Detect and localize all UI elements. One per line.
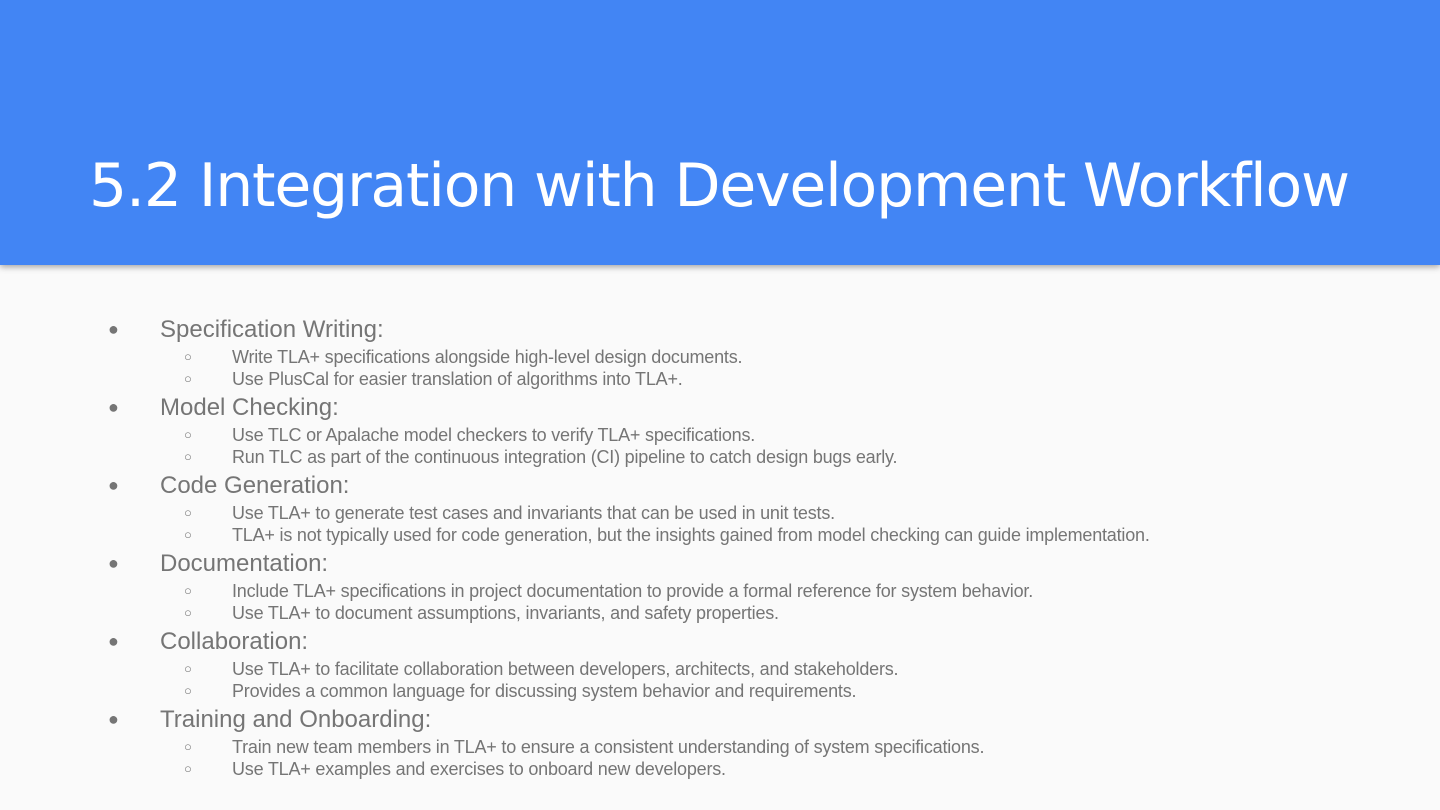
section-code-generation <box>0 469 1440 546</box>
hollow-circle-bullet-icon: ○ <box>184 527 192 542</box>
hollow-circle-bullet-icon: ○ <box>184 739 192 754</box>
main-bullet-item <box>0 547 1440 580</box>
sub-bullet-text: Use TLA+ to document assumptions, invariants, and safety properties. <box>232 603 779 623</box>
main-bullet-item <box>0 625 1440 658</box>
sub-bullet-text: Write TLA+ specifications alongside high-level design documents. <box>232 347 743 367</box>
main-bullet-item <box>0 469 1440 502</box>
sub-bullet-item <box>0 524 1440 546</box>
hollow-circle-bullet-icon: ○ <box>184 505 192 520</box>
section-heading: Code Generation: <box>160 472 350 499</box>
sub-bullet-text: Provides a common language for discussing system behavior and requirements. <box>232 681 857 701</box>
sub-bullet-text: Include TLA+ specifications in project documentation to provide a formal reference for system behavior. <box>232 581 1034 601</box>
section-heading: Collaboration: <box>160 628 309 655</box>
sub-bullet-text: Train new team members in TLA+ to ensure a consistent understanding of system specifications. <box>232 737 985 757</box>
slide-title: 5.2 Integration with Development Workflow <box>89 151 1349 221</box>
sub-bullet-item <box>0 368 1440 390</box>
title-banner <box>0 0 1440 265</box>
section-heading: Training and Onboarding: <box>160 706 432 733</box>
hollow-circle-bullet-icon: ○ <box>184 371 192 386</box>
filled-circle-bullet-icon: ● <box>108 397 119 417</box>
hollow-circle-bullet-icon: ○ <box>184 761 192 776</box>
sub-bullet-text: TLA+ is not typically used for code generation, but the insights gained from model checking can guide implementation. <box>232 525 1150 545</box>
sub-bullet-item <box>0 736 1440 758</box>
sub-bullet-item <box>0 502 1440 524</box>
section-collaboration <box>0 625 1440 702</box>
sub-bullet-text: Use PlusCal for easier translation of algorithms into TLA+. <box>232 369 683 389</box>
filled-circle-bullet-icon: ● <box>108 319 119 339</box>
sub-bullet-item <box>0 446 1440 468</box>
filled-circle-bullet-icon: ● <box>108 709 119 729</box>
hollow-circle-bullet-icon: ○ <box>184 427 192 442</box>
hollow-circle-bullet-icon: ○ <box>184 683 192 698</box>
section-heading: Specification Writing: <box>160 316 384 343</box>
sub-bullet-text: Use TLA+ to facilitate collaboration between developers, architects, and stakeholders. <box>232 659 899 679</box>
sub-bullet-text: Run TLC as part of the continuous integration (CI) pipeline to catch design bugs early. <box>232 447 898 467</box>
sub-bullet-item <box>0 680 1440 702</box>
section-documentation <box>0 547 1440 624</box>
filled-circle-bullet-icon: ● <box>108 553 119 573</box>
main-bullet-item <box>0 703 1440 736</box>
section-heading: Documentation: <box>160 550 329 577</box>
section-model-checking <box>0 391 1440 468</box>
sub-bullet-text: Use TLC or Apalache model checkers to verify TLA+ specifications. <box>232 425 756 445</box>
hollow-circle-bullet-icon: ○ <box>184 605 192 620</box>
section-heading: Model Checking: <box>160 394 339 421</box>
section-specification-writing <box>0 313 1440 390</box>
hollow-circle-bullet-icon: ○ <box>184 449 192 464</box>
sub-bullet-item <box>0 424 1440 446</box>
hollow-circle-bullet-icon: ○ <box>184 583 192 598</box>
bullet-list <box>0 313 1440 780</box>
hollow-circle-bullet-icon: ○ <box>184 661 192 676</box>
main-bullet-item <box>0 391 1440 424</box>
sub-bullet-text: Use TLA+ examples and exercises to onboard new developers. <box>232 759 726 779</box>
sub-bullet-item <box>0 658 1440 680</box>
section-training-and-onboarding <box>0 703 1440 780</box>
sub-bullet-item <box>0 580 1440 602</box>
sub-bullet-text: Use TLA+ to generate test cases and invariants that can be used in unit tests. <box>232 503 835 523</box>
filled-circle-bullet-icon: ● <box>108 631 119 651</box>
filled-circle-bullet-icon: ● <box>108 475 119 495</box>
hollow-circle-bullet-icon: ○ <box>184 349 192 364</box>
sub-bullet-item <box>0 346 1440 368</box>
main-bullet-item <box>0 313 1440 346</box>
sub-bullet-item <box>0 602 1440 624</box>
sub-bullet-item <box>0 758 1440 780</box>
